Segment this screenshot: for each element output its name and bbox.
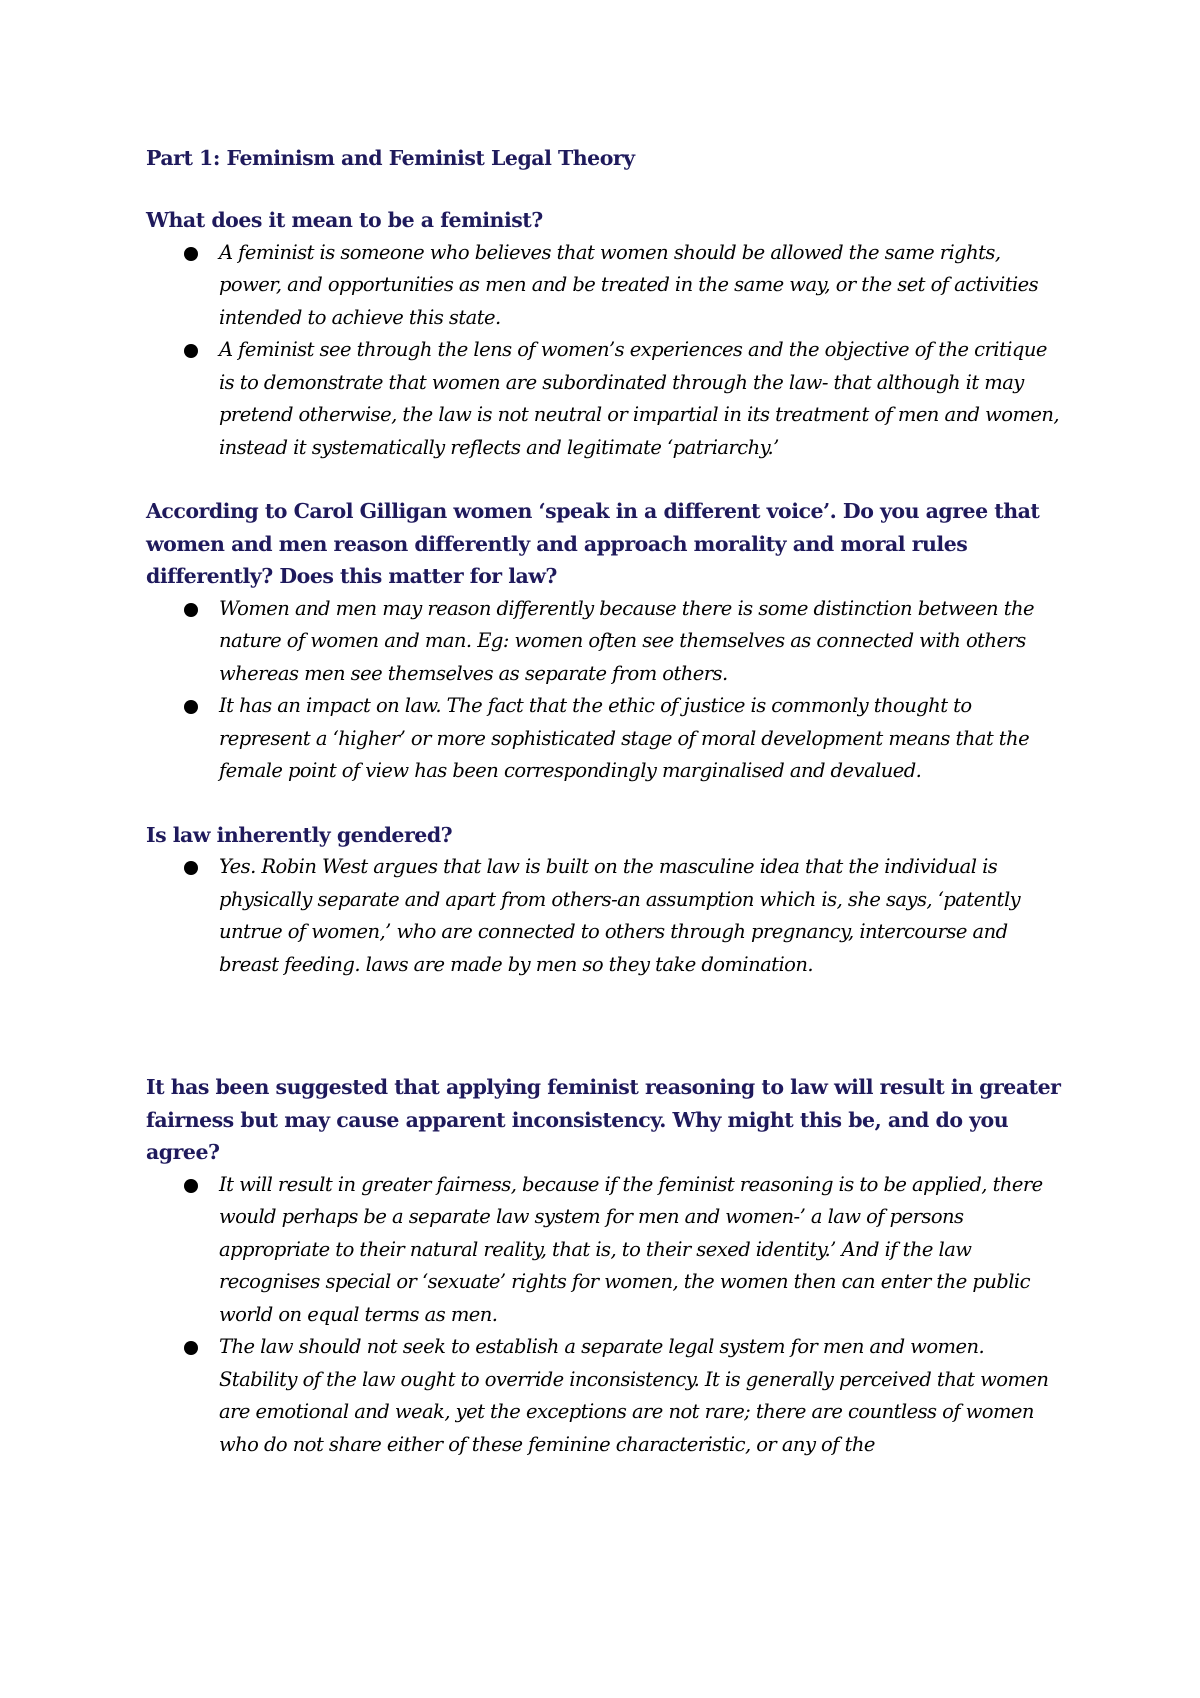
answer-text: The law should not seek to establish a separate legal system for men and women. Stability of the law ought to override inconsistency. It is generally perceived that women are emotional and weak, yet the exceptions are not rare; there are countless of women who do not share either of these feminine characteristic, or any of the [219, 1335, 1049, 1456]
question-heading: According to Carol Gilligan women ‘speak in a different voice’. Do you agree that women and men reason differently and approach morality and moral rules differently? Does this matter for law? [146, 499, 1040, 588]
bullet-icon [184, 861, 198, 875]
question-heading: What does it mean to be a feminist? [146, 208, 543, 232]
qa-section-feminist-reasoning [146, 1071, 1066, 1461]
question-heading: Is law inherently gendered? [146, 822, 453, 847]
answer-list [146, 237, 1066, 465]
qa-section-law-gendered [146, 819, 1066, 982]
answer-item [146, 1331, 1066, 1461]
answer-item [146, 1169, 1066, 1332]
answer-text: A feminist see through the lens of women’s experiences and the objective of the critique is to demonstrate that women are subordinated through the law- that although it may pretend otherwise, the law is not neutral or impartial in its treatment of men and women, instead it systematically reflects and legitimate ‘patriarchy.’ [219, 338, 1060, 459]
qa-section-feminist-definition [146, 204, 1066, 464]
bullet-icon [184, 247, 198, 261]
answer-list [146, 851, 1066, 981]
bullet-icon [184, 344, 198, 358]
answer-text: It will result in greater fairness, because if the feminist reasoning is to be applied, there would perhaps be a separate law system for men and women-’ a law of persons appropriate to their natural reality, that is, to their sexed identity.’ And if the law recognises special or ‘sexuate’ rights for women, the women then can enter the public world on equal terms as men. [219, 1172, 1043, 1326]
answer-item [146, 334, 1066, 464]
answer-item [146, 690, 1066, 788]
answer-list [146, 593, 1066, 788]
bullet-icon [184, 1341, 198, 1355]
document-page [146, 142, 1066, 1461]
bullet-icon [184, 603, 198, 617]
bullet-icon [184, 700, 198, 714]
answer-text: Yes. Robin West argues that law is built on the masculine idea that the individual is physically separate and apart from others-an assumption which is, she says, ‘patently untrue of women,’ who are connected to others through pregnancy, intercourse and breast feeding. laws are made by men so they take domination. [219, 855, 1021, 976]
bullet-icon [184, 1179, 198, 1193]
answer-text: A feminist is someone who believes that women should be allowed the same rights, power, and opportunities as men and be treated in the same way, or the set of activities intended to achieve this state. [219, 240, 1039, 329]
answer-text: Women and men may reason differently because there is some distinction between the nature of women and man. Eg: women often see themselves as connected with others whereas men see themselves as separate from others. [219, 596, 1034, 685]
question-heading: It has been suggested that applying feminist reasoning to law will result in greater fairness but may cause apparent inconsistency. Why might this be, and do you agree? [146, 1075, 1061, 1164]
qa-section-gilligan [146, 495, 1066, 788]
answer-item [146, 237, 1066, 335]
document-title: Part 1: Feminism and Feminist Legal Theory [146, 146, 635, 170]
answer-text: It has an impact on law. The fact that the ethic of justice is commonly thought to represent a ‘higher’ or more sophisticated stage of moral development means that the female point of view has been correspondingly marginalised and devalued. [219, 694, 1030, 782]
answer-item [146, 593, 1066, 691]
answer-item [146, 851, 1066, 981]
answer-list [146, 1169, 1066, 1462]
